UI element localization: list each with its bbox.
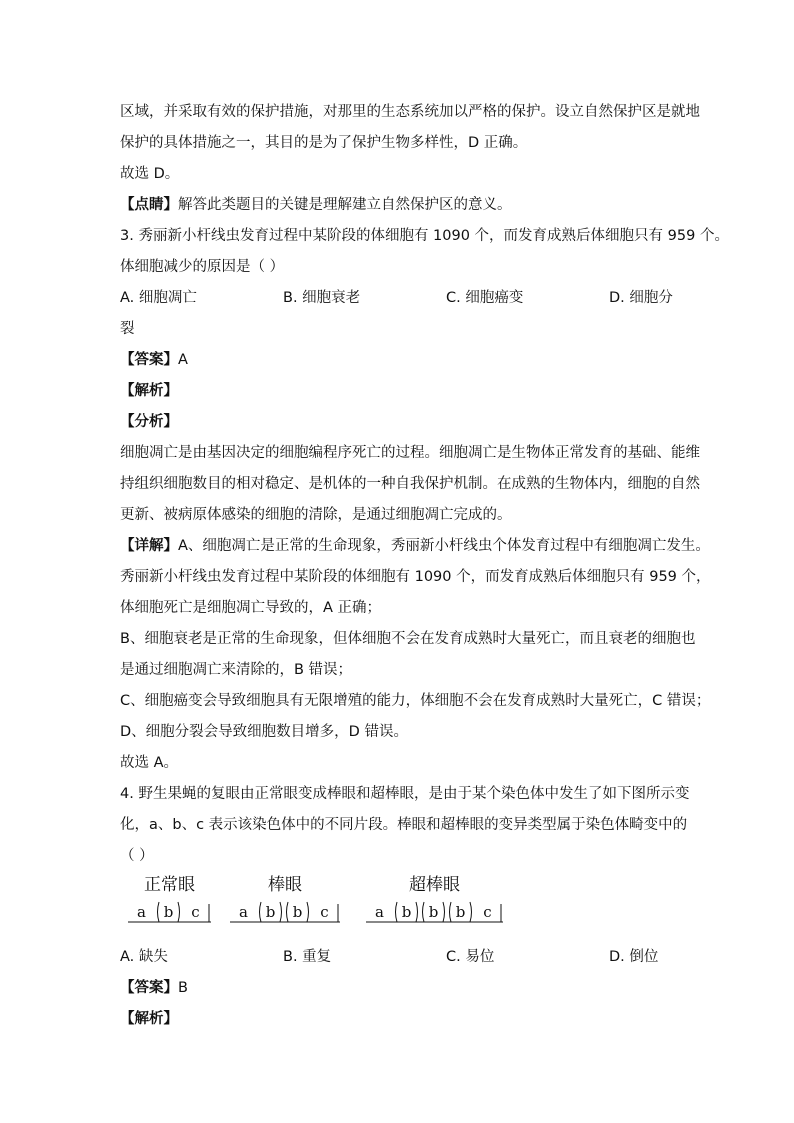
q3-detail-1-text: A、细胞凋亡是正常的生命现象，秀丽新小杆线虫个体发育过程中有细胞凋亡发生。 [178, 538, 710, 554]
chromosome-ultrabar [364, 872, 505, 932]
document-page [120, 97, 729, 1035]
chromosome-normal [126, 872, 213, 932]
segment-bracket-left [450, 902, 452, 922]
segment-label-b: b [401, 903, 412, 921]
q4-stem-3: （ ） [120, 848, 154, 864]
q3-option-d-cont: 裂 [120, 321, 135, 337]
segment-bracket-left [287, 902, 289, 922]
segment-label-b: b [163, 903, 174, 921]
chromosome-bar [228, 872, 342, 932]
q3-detail-3: 体细胞死亡是细胞凋亡导致的，A 正确； [120, 600, 382, 616]
segment-bracket-left [396, 902, 398, 922]
q4-analysis-label: 【解析】 [120, 1011, 178, 1027]
intro-line-2: 保护的具体措施之一，其目的是为了保护生物多样性，D 正确。 [120, 135, 528, 151]
q3-answer [120, 345, 700, 376]
q4-answer [120, 973, 700, 1004]
q3-answer-label: 【答案】 [120, 352, 178, 368]
segment-label-b: b [265, 903, 276, 921]
q4-options [120, 942, 700, 973]
q3-option-c: C. 细胞癌变 [446, 290, 524, 306]
segment-label-b: b [428, 903, 439, 921]
segment-bracket-right [280, 902, 282, 922]
segment-bracket-right [470, 902, 472, 922]
q3-option-d: D. 细胞分 [609, 290, 673, 306]
segment-bracket-left [260, 902, 262, 922]
segment-label-a: a [375, 903, 384, 921]
q3-answer-value: A [178, 352, 188, 368]
q3-option-b: B. 细胞衰老 [283, 290, 361, 306]
q4-option-c: C. 易位 [446, 949, 495, 965]
intro-line-1: 区域，并采取有效的保护措施，对那里的生态系统加以严格的保护。设立自然保护区是就地 [120, 104, 700, 120]
q3-fenxi-label: 【分析】 [120, 414, 178, 430]
tip-line [120, 190, 700, 221]
q3-option-a: A. 细胞凋亡 [120, 290, 197, 306]
q4-option-b: B. 重复 [283, 949, 332, 965]
segment-bracket-right [443, 902, 445, 922]
tip-text: 解答此类题目的关键是理解建立自然保护区的意义。 [178, 197, 512, 213]
q3-detail-6: C、细胞癌变会导致细胞具有无限增殖的能力，体细胞不会在发育成熟时大量死亡，C 错误； [120, 693, 711, 709]
q3-detail-4: B、细胞衰老是正常的生命现象，但体细胞不会在发育成熟时大量死亡，而且衰老的细胞也 [120, 631, 696, 647]
segment-label-a: a [239, 903, 248, 921]
q3-stem-1: 3. 秀丽新小杆线虫发育过程中某阶段的体细胞有 1090 个，而发育成熟后体细胞只有 959 个。 [120, 228, 729, 244]
chromosome-bar-diagram [228, 898, 342, 932]
chromosome-ultrabar-label: 超棒眼 [409, 875, 460, 895]
q3-fenxi-2: 持组织细胞数目的相对稳定、是机体的一种自我保护机制。在成熟的生物体内，细胞的自然 [120, 476, 700, 492]
chromosome-figure [120, 872, 700, 942]
q4-stem-2: 化，a、b、c 表示该染色体中的不同片段。棒眼和超棒眼的变异类型属于染色体畸变中的 [120, 817, 688, 833]
q3-analysis-label: 【解析】 [120, 383, 178, 399]
segment-bracket-right [416, 902, 418, 922]
chromosome-ultrabar-diagram [364, 898, 505, 932]
segment-bracket-right [307, 902, 309, 922]
chromosome-normal-label: 正常眼 [144, 875, 195, 895]
intro-line-3: 故选 D。 [120, 166, 180, 182]
q4-answer-value: B [178, 980, 188, 996]
segment-label-c: c [320, 903, 329, 921]
q4-option-a: A. 缺失 [120, 949, 168, 965]
segment-label-a: a [137, 903, 146, 921]
q3-detail-1 [120, 531, 710, 562]
segment-bracket-left [423, 902, 425, 922]
q3-stem-2: 体细胞减少的原因是（ ） [120, 259, 285, 275]
q3-fenxi-3: 更新、被病原体感染的细胞的清除，是通过细胞凋亡完成的。 [120, 507, 512, 523]
chromosome-bar-label: 棒眼 [268, 875, 302, 895]
segment-label-b: b [292, 903, 303, 921]
q4-option-d: D. 倒位 [609, 949, 659, 965]
segment-bracket-right [178, 902, 180, 922]
chromosome-normal-diagram [126, 898, 213, 932]
segment-bracket-left [158, 902, 160, 922]
q3-detail-7: D、细胞分裂会导致细胞数目增多，D 错误。 [120, 724, 408, 740]
q3-fenxi-1: 细胞凋亡是由基因决定的细胞编程序死亡的过程。细胞凋亡是生物体正常发育的基础、能维 [120, 445, 700, 461]
tip-label: 【点睛】 [120, 197, 178, 213]
segment-label-c: c [191, 903, 200, 921]
q4-stem-1: 4. 野生果蝇的复眼由正常眼变成棒眼和超棒眼，是由于某个染色体中发生了如下图所示变 [120, 786, 690, 802]
q3-detail-5: 是通过细胞凋亡来清除的，B 错误； [120, 662, 353, 678]
q3-detail-label: 【详解】 [120, 538, 178, 554]
q3-options [120, 283, 700, 314]
q3-detail-2: 秀丽新小杆线虫发育过程中某阶段的体细胞有 1090 个，而发育成熟后体细胞只有 959 个， [120, 569, 711, 585]
segment-label-b: b [455, 903, 466, 921]
q3-conclusion: 故选 A。 [120, 755, 179, 771]
segment-label-c: c [483, 903, 492, 921]
q4-answer-label: 【答案】 [120, 980, 178, 996]
